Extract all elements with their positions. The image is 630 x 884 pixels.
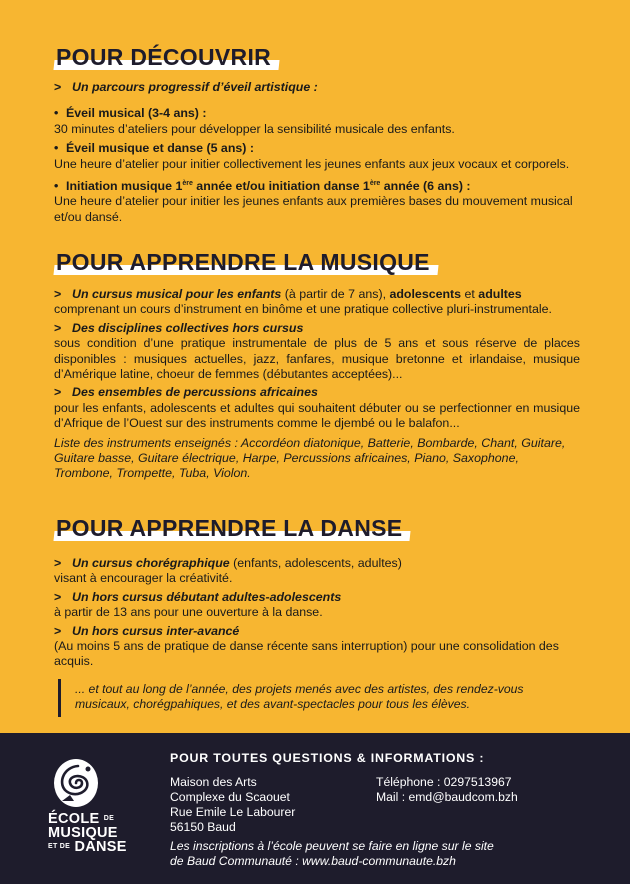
musique-cursus: > Un cursus musical pour les enfants (à partir de 7 ans), adolescents et adultes comprenant un cours d’instrument en binôme et une pratique collective pluri-instrumentale. (54, 287, 552, 317)
danse-block (54, 556, 580, 670)
list-item: • Éveil musical (3-4 ans) : 30 minutes d’ateliers pour développer la sensibilité musicale des enfants. (54, 106, 455, 136)
section-title-danse: POUR APPRENDRE LA DANSE (54, 514, 410, 542)
logo-wordmark: ÉCOLE $^{DE}$ MUSIQUE $^{ET DE}$ DANSE (48, 811, 127, 855)
musique-block (54, 287, 580, 482)
address: Maison des Arts Complexe du Scaouet Rue Emile Le Labourer 56150 Baud (170, 775, 296, 834)
contact-info (376, 775, 518, 805)
website-link[interactable]: de Baud Communauté : www.baud-communaute.bzh (170, 854, 456, 868)
school-logo (48, 757, 128, 867)
danse-choreo: > Un cursus chorégraphique (enfants, adolescents, adultes) visant à encourager la créativité. (54, 556, 402, 586)
registration-note: Les inscriptions à l’école peuvent se faire en ligne sur le site de Baud Communauté : www.baud-communaute.bzh (170, 839, 590, 869)
email-link[interactable]: Mail : emd@baudcom.bzh (376, 790, 518, 804)
list-item: • Éveil musique et danse (5 ans) : Une heure d’atelier pour initier collectivement les jeunes enfants aux jeux vocaux et corporels. (54, 141, 570, 171)
decouvrir-block (54, 80, 580, 225)
danse-inter: > Un hors cursus inter-avancé (Au moins 5 ans de pratique de danse récente sans interruption) pour une consolidation des acquis. (54, 623, 559, 669)
musique-percussions: > Des ensembles de percussions africaines pour les enfants, adolescents et adultes qui souhaitent débuter ou se perfectionner en musique d’Afrique de l’Ouest sur des instruments comme le djembé ou le balafon... (54, 385, 580, 431)
instrument-list: Liste des instruments enseignés : Accordéon diatonique, Batterie, Bombarde, Chant, Guitare, Guitare basse, Guitare électrique, Harpe, Percussions africaines, Piano, Saxophone, Trombone, Trompette, Tuba, Violon. (54, 435, 566, 481)
list-item: • Initiation musique 1ère année et/ou initiation danse 1ère année (6 ans) : Une heure d’atelier pour initier les jeunes enfants aux premières bases du mouvement musical et/ou dansé. (54, 179, 573, 224)
section-title-musique: POUR APPRENDRE LA MUSIQUE (54, 248, 438, 276)
danse-debutant: > Un hors cursus débutant adultes-adolescents à partir de 13 ans pour une ouverture à la danse. (54, 589, 342, 620)
closing-quote: ... et tout au long de l’année, des projets menés avec des artistes, des rendez-vous musicaux, chorégpahiques, et des avant-spectacles pour tous les élèves. (58, 679, 580, 717)
section-title-decouvrir: POUR DÉCOUVRIR (54, 43, 279, 71)
decouvrir-intro: > Un parcours progressif d’éveil artistique : (54, 80, 318, 94)
spiral-logo-icon (52, 757, 102, 809)
musique-disciplines: > Des disciplines collectives hors cursus sous condition d’une pratique instrumentale de plus de 5 ans et sous réserve de places disponibles : musiques actuelles, jazz, fanfares, musique bretonne et irlandaise, musique d’Amérique latine, choeur de femmes (débutantes acceptées)... (54, 320, 580, 382)
footer-title: POUR TOUTES QUESTIONS & INFORMATIONS : (170, 751, 485, 765)
phone: Téléphone : 0297513967 (376, 775, 512, 789)
footer (0, 733, 630, 884)
